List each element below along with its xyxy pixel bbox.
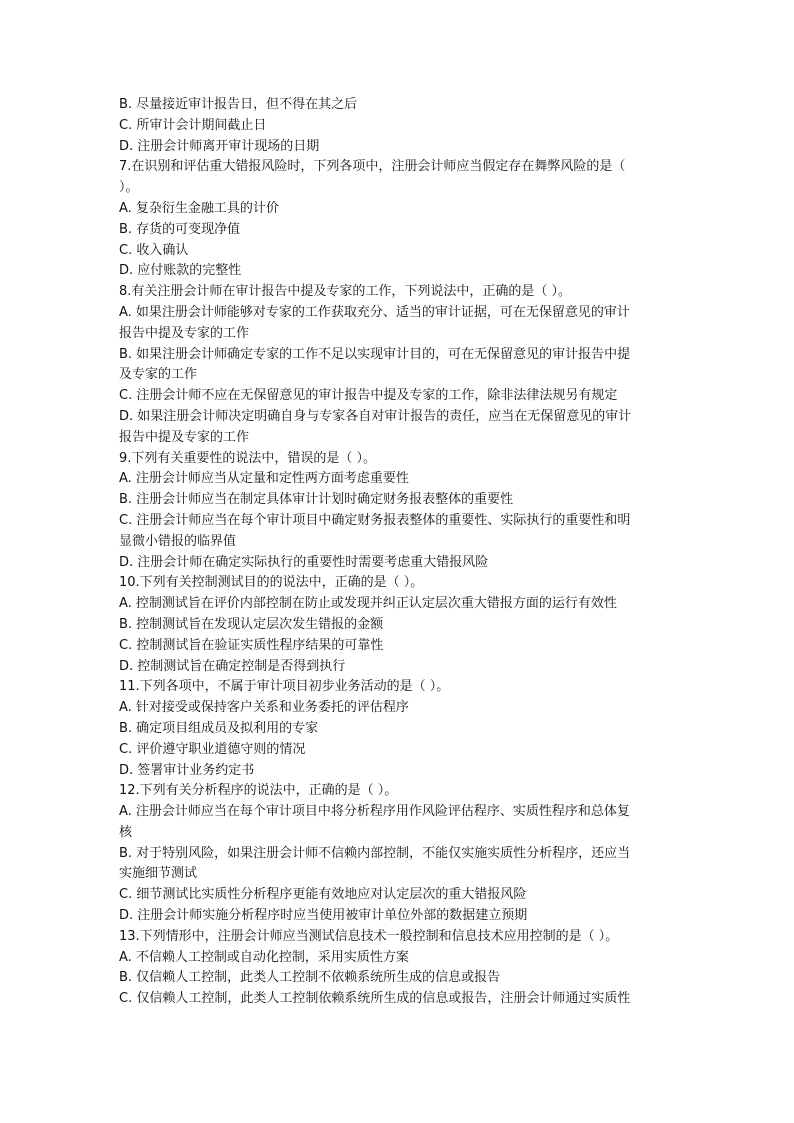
option-line: A. 不信赖人工控制或自动化控制，采用实质性方案: [119, 949, 409, 965]
option-line: A. 复杂衍生金融工具的计价: [119, 200, 279, 216]
option-continuation: 显微小错报的临界值: [119, 533, 237, 549]
question-7-continuation: ）。: [119, 180, 139, 196]
option-line: D. 控制测试旨在确定控制是否得到执行: [119, 658, 346, 674]
option-line: C. 收入确认: [119, 242, 189, 258]
option-line: B. 仅信赖人工控制，此类人工控制不依赖系统所生成的信息或报告: [119, 970, 501, 986]
option-line: B. 尽量接近审计报告日，但不得在其之后: [119, 97, 358, 112]
question-9: 9.下列有关重要性的说法中，错误的是（ ）。: [119, 450, 377, 466]
option-line: B. 控制测试旨在发现认定层次发生错报的金额: [119, 616, 384, 632]
question-11: 11.下列各项中，不属于审计项目初步业务活动的是（ ）。: [119, 679, 450, 695]
option-line: C. 注册会计师应当在每个审计项目中确定财务报表整体的重要性、实际执行的重要性和明: [119, 512, 631, 528]
document-page: [119, 95, 679, 1010]
option-line: B. 注册会计师应当在制定具体审计计划时确定财务报表整体的重要性: [119, 492, 514, 508]
option-line: D. 如果注册会计师决定明确自身与专家各自对审计报告的责任，应当在无保留意见的审计: [119, 408, 632, 424]
option-line: C. 评价遵守职业道德守则的情况: [119, 741, 306, 757]
option-continuation: 核: [119, 824, 133, 840]
option-line: B. 存货的可变现净值: [119, 221, 241, 237]
question-13: 13.下列情形中，注册会计师应当测试信息技术一般控制和信息技术应用控制的是（ ）。: [119, 928, 619, 944]
option-continuation: 报告中提及专家的工作: [119, 325, 250, 341]
option-continuation: 及专家的工作: [119, 367, 198, 383]
option-line: A. 针对接受或保持客户关系和业务委托的评估程序: [119, 700, 409, 716]
option-line: D. 注册会计师在确定实际执行的重要性时需要考虑重大错报风险: [119, 554, 489, 570]
option-line: A. 控制测试旨在评价内部控制在防止或发现并纠正认定层次重大错报方面的运行有效性: [119, 596, 617, 612]
option-line: C. 控制测试旨在验证实质性程序结果的可靠性: [119, 637, 384, 653]
option-line: D. 应付账款的完整性: [119, 263, 242, 279]
option-line: A. 如果注册会计师能够对专家的工作获取充分、适当的审计证据，可在无保留意见的审计: [119, 304, 630, 320]
option-line: D. 注册会计师实施分析程序时应当使用被审计单位外部的数据建立预期: [119, 908, 528, 924]
option-line: C. 细节测试比实质性分析程序更能有效地应对认定层次的重大错报风险: [119, 887, 527, 903]
question-10: 10.下列有关控制测试目的的说法中，正确的是（ ）。: [119, 575, 424, 591]
option-line: B. 确定项目组成员及拟利用的专家: [119, 720, 319, 736]
option-line: C. 所审计会计期间截止日: [119, 117, 267, 133]
option-line: D. 签署审计业务约定书: [119, 762, 255, 778]
option-continuation: 报告中提及专家的工作: [119, 429, 250, 445]
option-line: A. 注册会计师应当从定量和定性两方面考虑重要性: [119, 471, 409, 487]
option-line: C. 注册会计师不应在无保留意见的审计报告中提及专家的工作，除非法律法规另有规定: [119, 388, 618, 404]
question-7: 7.在识别和评估重大错报风险时，下列各项中，注册会计师应当假定存在舞弊风险的是（: [119, 159, 626, 175]
option-line: A. 注册会计师应当在每个审计项目中将分析程序用作风险评估程序、实质性程序和总体复: [119, 804, 630, 820]
option-line: D. 注册会计师离开审计现场的日期: [119, 138, 320, 154]
option-continuation: 实施细节测试: [119, 866, 198, 882]
option-line: C. 仅信赖人工控制，此类人工控制依赖系统所生成的信息或报告，注册会计师通过实质性: [119, 991, 631, 1007]
question-12: 12.下列有关分析程序的说法中，正确的是（ ）。: [119, 783, 398, 799]
option-line: B. 如果注册会计师确定专家的工作不足以实现审计目的，可在无保留意见的审计报告中提: [119, 346, 631, 362]
question-8: 8.有关注册会计师在审计报告中提及专家的工作，下列说法中，正确的是（ ）。: [119, 284, 572, 300]
option-line: B. 对于特别风险，如果注册会计师不信赖内部控制，不能仅实施实质性分析程序，还应当: [119, 845, 631, 861]
